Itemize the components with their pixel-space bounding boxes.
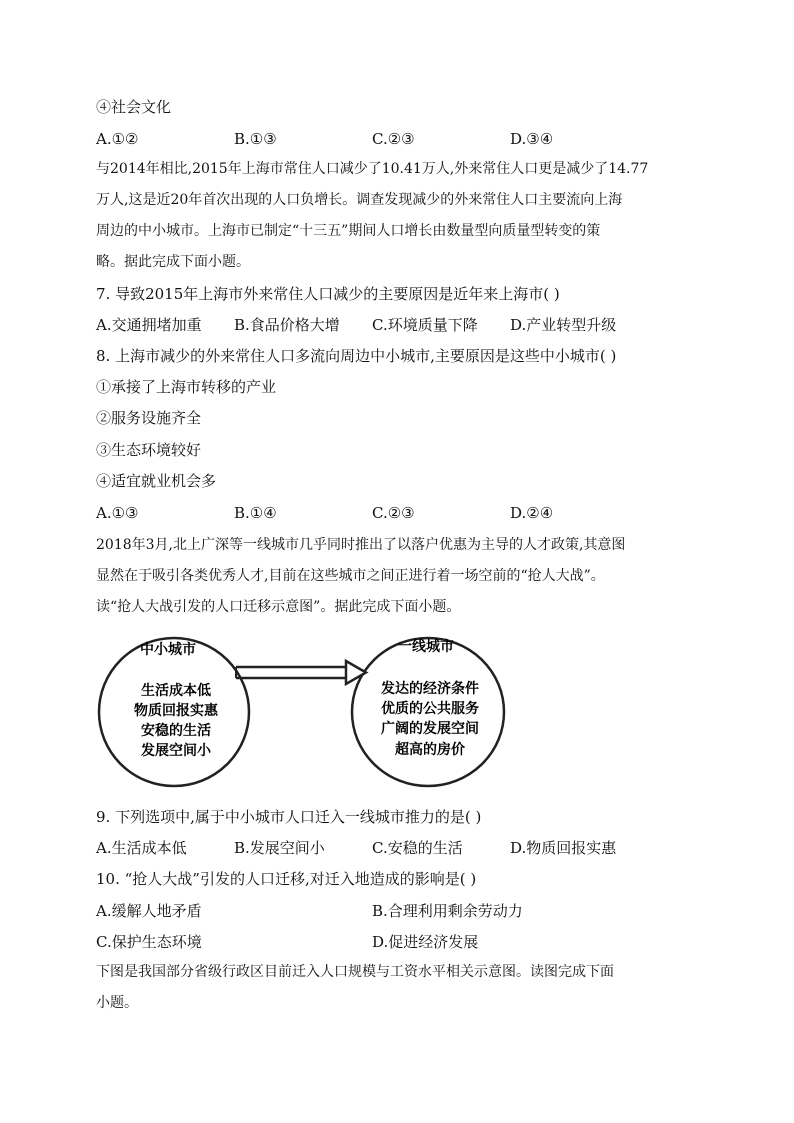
migration-diagram-svg [96,632,696,792]
q10-options-row-1 [96,900,696,922]
q9-option-b[interactable]: B.发展空间小 [234,839,325,857]
migration-arrow [236,661,366,684]
passage-line: 显然在于吸引各类优秀人才,目前在这些城市之间正进行着一场空前的“抢人大战”。 [96,568,605,584]
q7-option-a[interactable]: A.交通拥堵加重 [96,316,202,334]
passage-migration-wage [96,957,696,1019]
q8-stem: 8. 上海市减少的外来常住人口多流向周边中小城市,主要原因是这些中小城市( ) [96,347,617,365]
small-city-item: 物质回报实惠 [134,703,218,719]
q10-option-c[interactable]: C.保护生态环境 [96,933,202,951]
q6-option-d[interactable]: D.③④ [510,130,554,148]
q6-option-b[interactable]: B.①③ [234,130,277,148]
q6-item-4: ④社会文化 [96,98,172,116]
first-tier-city-item: 发达的经济条件 [381,681,479,697]
migration-diagram [96,632,696,792]
q9-option-d[interactable]: D.物质回报实惠 [510,839,617,857]
first-tier-city-item: 超高的房价 [395,742,465,758]
q7-option-c[interactable]: C.环境质量下降 [372,316,478,334]
q8-option-a[interactable]: A.①③ [96,504,139,522]
q10-stem: 10. “抢人大战”引发的人口迁移,对迁入地造成的影响是( ) [96,870,477,888]
passage-line: 与2014年相比,2015年上海市常住人口减少了10.41万人,外来常住人口更是减少了14.77 [96,161,649,177]
q10-option-a[interactable]: A.缓解人地矛盾 [96,902,202,920]
q10-option-b[interactable]: B.合理利用剩余劳动力 [372,902,523,920]
q9-option-c[interactable]: C.安稳的生活 [372,839,463,857]
q7-stem: 7. 导致2015年上海市外来常住人口减少的主要原因是近年来上海市( ) [96,285,560,303]
q10-options-row-2 [96,931,696,953]
passage-line: 下图是我国部分省级行政区目前迁入人口规模与工资水平相关示意图。读图完成下面 [96,964,614,980]
q9-options [96,837,696,859]
q7-options [96,314,696,336]
passage-line: 2018年3月,北上广深等一线城市几乎同时推出了以落户优惠为主导的人才政策,其意图 [96,537,626,553]
small-city-item: 发展空间小 [141,743,211,759]
q8-options [96,502,696,524]
q8-option-b[interactable]: B.①④ [234,504,277,522]
passage-talent-war [96,530,696,623]
small-city-title: 中小城市 [140,642,196,658]
q9-stem: 9. 下列选项中,属于中小城市人口迁入一线城市推力的是( ) [96,808,482,826]
q8-option-d[interactable]: D.②④ [510,504,554,522]
passage-line: 万人,这是近20年首次出现的人口负增长。调查发现减少的外来常住人口主要流向上海 [96,192,623,208]
q8-item-2: ②服务设施齐全 [96,409,202,427]
passage-line: 读“抢人大战引发的人口迁移示意图”。据此完成下面小题。 [96,599,461,615]
passage-line: 小题。 [96,995,138,1011]
first-tier-city-title: 一线城市 [398,639,454,655]
q6-options [96,128,696,150]
q8-option-c[interactable]: C.②③ [372,504,415,522]
q10-option-d[interactable]: D.促进经济发展 [372,933,479,951]
q8-item-1: ①承接了上海市转移的产业 [96,378,277,396]
q8-item-4: ④适宜就业机会多 [96,472,217,490]
q6-option-c[interactable]: C.②③ [372,130,415,148]
small-city-item: 生活成本低 [141,683,211,699]
passage-line: 周边的中小城市。上海市已制定“十三五”期间人口增长由数量型向质量型转变的策 [96,223,601,239]
small-city-item: 安稳的生活 [141,723,211,739]
q7-option-b[interactable]: B.食品价格大增 [234,316,340,334]
passage-shanghai-population [96,154,696,278]
passage-line: 略。据此完成下面小题。 [96,254,250,270]
first-tier-city-item: 优质的公共服务 [381,701,479,717]
q6-option-a[interactable]: A.①② [96,130,139,148]
q8-item-3: ③生态环境较好 [96,441,202,459]
q9-option-a[interactable]: A.生活成本低 [96,839,187,857]
first-tier-city-item: 广阔的发展空间 [381,721,479,737]
q7-option-d[interactable]: D.产业转型升级 [510,316,617,334]
